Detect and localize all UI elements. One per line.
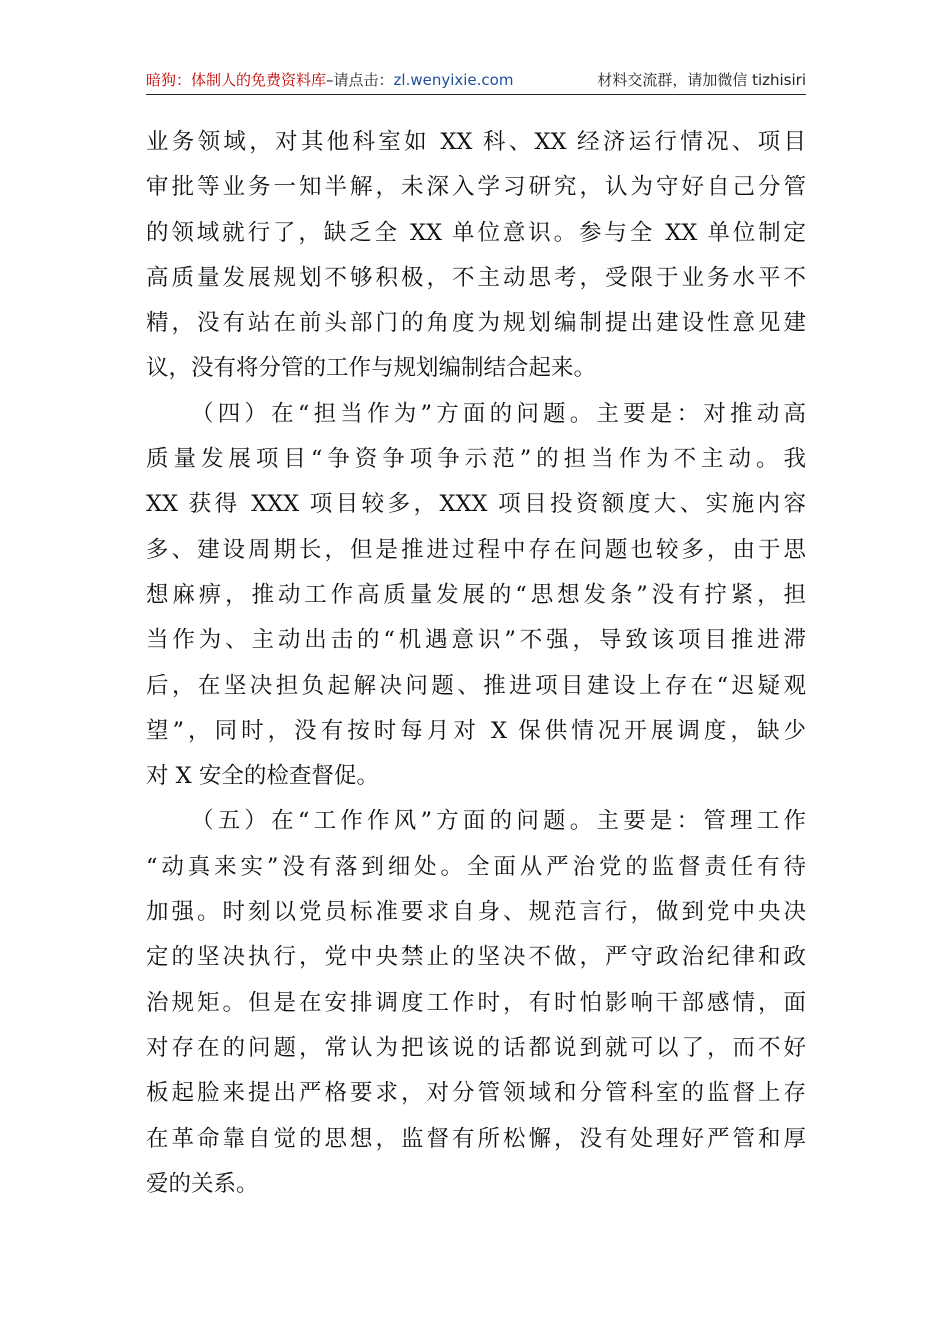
text-line: 爱的关系。 bbox=[146, 1170, 259, 1197]
text-line: 多、建设周期长，但是推进过程中存在问题也较多，由于思 bbox=[146, 536, 806, 563]
text-line: 想麻痹，推动工作高质量发展的“思想发条”没有拧紧，担 bbox=[146, 581, 806, 608]
text-line: 当作为、主动出击的“机遇意识”不强，导致该项目推进滞 bbox=[146, 627, 806, 654]
text-line: 的领域就行了，缺乏全 XX 单位意识。参与全 XX 单位制定 bbox=[146, 219, 806, 246]
text-line: 在革命靠自觉的思想，监督有所松懈，没有处理好严管和厚 bbox=[146, 1125, 806, 1152]
paragraph-continuation bbox=[146, 120, 806, 392]
document-body bbox=[146, 120, 806, 1207]
page-header bbox=[146, 66, 806, 95]
text-line: “动真来实”没有落到细处。全面从严治党的监督责任有待 bbox=[146, 853, 806, 880]
paragraph-section-five bbox=[146, 799, 806, 1207]
text-line: XX 获得 XXX 项目较多，XXX 项目投资额度大、实施内容 bbox=[146, 491, 806, 518]
text-line: （四）在“担当作为”方面的问题。主要是：对推动高 bbox=[191, 400, 806, 427]
text-line: 治规矩。但是在安排调度工作时，有时怕影响干部感情，面 bbox=[146, 989, 806, 1016]
text-line: 加强。时刻以党员标准要求自身、规范言行，做到党中央决 bbox=[146, 899, 806, 926]
text-line: 对 X 安全的检查督促。 bbox=[146, 763, 379, 790]
header-url-link[interactable]: zl.wenyixie.com bbox=[393, 71, 514, 89]
text-line: 后，在坚决担负起解决问题、推进项目建设上存在“迟疑观 bbox=[146, 672, 806, 699]
text-line: 高质量发展规划不够积极，不主动思考，受限于业务水平不 bbox=[146, 264, 806, 291]
header-contact-note: 材料交流群，请加微信 tizhisiri bbox=[597, 71, 806, 89]
text-line: 定的坚决执行，党中央禁止的坚决不做，严守政治纪律和政 bbox=[146, 944, 806, 971]
header-site-name: 暗狗：体制人的免费资料库 bbox=[146, 71, 327, 89]
text-line: （五）在“工作作风”方面的问题。主要是：管理工作 bbox=[191, 808, 806, 835]
text-line: 板起脸来提出严格要求，对分管领域和分管科室的监督上存 bbox=[146, 1080, 806, 1107]
text-line: 对存在的问题，常认为把该说的话都说到就可以了，而不好 bbox=[146, 1034, 806, 1061]
text-line: 质量发展项目“争资争项争示范”的担当作为不主动。我 bbox=[146, 446, 806, 473]
text-line: 议，没有将分管的工作与规划编制结合起来。 bbox=[146, 355, 597, 382]
text-line: 审批等业务一知半解，未深入学习研究，认为守好自己分管 bbox=[146, 174, 806, 201]
text-line: 业务领域，对其他科室如 XX 科、XX 经济运行情况、项目 bbox=[146, 129, 806, 155]
text-line: 精，没有站在前头部门的角度为规划编制提出建设性意见建 bbox=[146, 310, 806, 337]
paragraph-section-four bbox=[146, 392, 806, 800]
header-click-prompt: –请点击： bbox=[326, 71, 394, 89]
text-line: 望”，同时，没有按时每月对 X 保供情况开展调度，缺少 bbox=[146, 717, 806, 744]
